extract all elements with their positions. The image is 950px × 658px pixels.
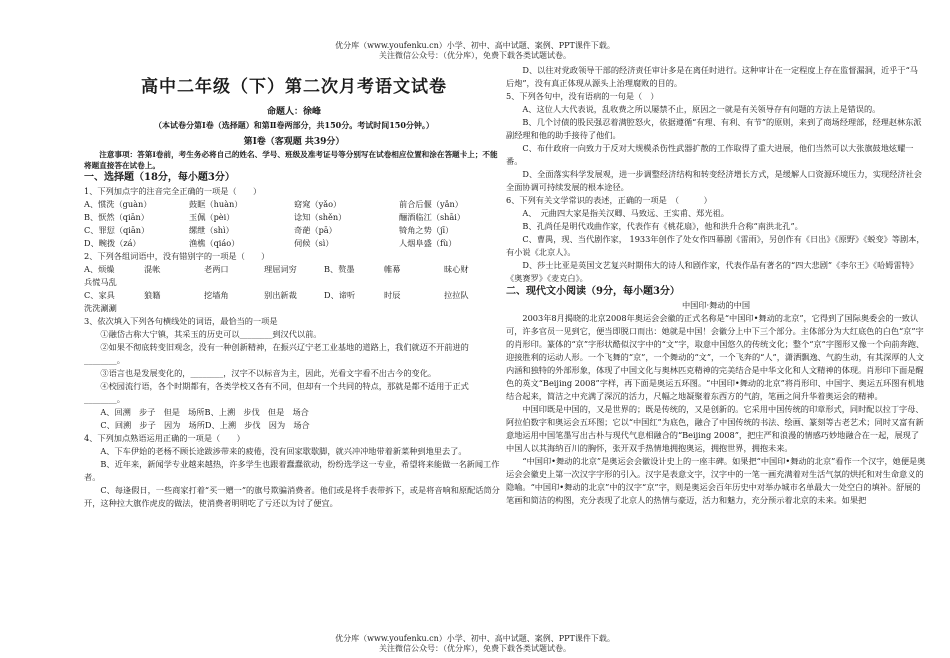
q4-option: A、下车伊始的老杨不顾长途跋涉带来的疲倦，没有回家歇歇脚，就兴冲冲地带着新菜种到地里去了。 [100,446,467,456]
q2-word: 老两口 [204,264,229,274]
q3-answers: A、回溯 步子 但是 场所B、上溯 步伐 但是 场合 [100,407,309,417]
q2-word: B、赘墨 [324,264,355,274]
left-column [84,64,504,510]
q1-option: 缧绁（shì） [189,225,234,235]
question-2: 2、下列各组词语中，没有错别字的一项是（ ） [84,251,270,261]
q1-option: 鼓眶（huàn） [189,199,243,209]
q5-option: C、布什政府一向致力于反对大规模杀伤性武器扩散的工作取得了重大进展，他们当然可以大张旗鼓地炫耀一番。 [506,143,914,166]
exam-author: 命题人：徐峰 [266,107,321,117]
q2-word: 挖墙角 [204,290,229,300]
passage-paragraph: 2003年8月揭晓的北京2008年奥运会会徽的正式名称是“中国印•舞动的北京”，它得到了国际奥委会的一致认可，许多官员一见到它，便当即脱口而出：她就是中国！会徽分上中下三个部分。主体部分为大红底色的白色“京”字的肖形印。篆体的“京”字形状酷似汉字中的“文”字，取意中国悠久的传统文化；整个“京”字图形又像一个向前奔跑、迎接胜利的运动人形。一个飞舞的“京”，一个舞动的“文”，一个飞奔的“人”，潇洒飘逸、气韵生动，有其深厚的人文内涵和独特的外部形象，体现了中国文化与奥林匹克精神的完美结合是中华文化和人文精神的体现。肖形印下面是醒色的英文“Beijing 2008”字样，再下面是奥运五环图。“中国印•舞动的北京”将肖形印、中国字、奥运五环图有机地结合起来，简洁之中充满了深沉的活力，尺幅之地凝聚着东西方的气韵，笔画之间升华着奥运会的精神。 [506,313,925,401]
q3-sentence: ④校园流行语，各个时期都有，各类学校又各有不同，但却有一个共同的特点，那就是都不适用于正式________。 [84,381,469,404]
q2-option-row [84,289,504,302]
q1-option: 谂知（shěn） [294,212,347,222]
q1-option: 前合后偃（yǎn） [399,199,463,209]
q2-word: 理屈词穷 [264,264,297,274]
question-5: 5、下列各句中，没有语病的一句是（ ） [506,91,659,101]
q3-sentence: ①融岱古称大宁镇，其采玉的历史可以________到汉代以前。 [100,329,322,339]
q2-word-wrap: 兵慌马乱 [84,277,117,287]
question-6: 6、下列有关文学常识的表述，正确的一项是 （ ） [506,195,712,205]
passage-paragraph: “中国印•舞动的北京”是奥运会会徽设计史上的一座丰碑。如果把“中国印•舞动的北京”看作一个汉字，她便是奥运会会徽史上第一次汉字字形的引入。汉字是表意文字，汉字中的一笔一画充满着对生活气氛的烘托和对生命意义的隐喻。“中国印•舞动的北京”中的汉字“京”字，则是奥运会百年历史中对举办城市名单最大一处空白的填补。舒展的笔画和简洁的构图，充分表现了北京人的热情与豪迈，活力和魅力，充分预示着北京的未来。如果把 [506,456,926,505]
q1-option: A、惯洗（guàn） [84,199,152,209]
q5-option: A、这位人大代表说，乱收费之所以屡禁不止，原因之一就是有关领导存有问题的方法上是错误的。 [522,104,881,114]
q2-word: 拉拉队 [444,290,469,300]
passage-title: 中国印·舞动的中国 [681,300,751,310]
q1-option: 玉佩（pèi） [189,212,235,222]
q6-option: A、 元曲四大家是指关汉卿、马致远、王实甫、郑光祖。 [522,208,729,218]
footer-line-1: 优分库（www.youfenku.cn）小学、初中、高中试题、案例、PPT课件下载。 [335,634,615,643]
part-one-heading: 第Ⅰ卷（客观题 共39分） [243,137,345,147]
q1-option: 犄角之势（jī） [399,225,454,235]
question-3: 3、依次填入下列各句横线处的词语，最恰当的一项是 [84,316,278,326]
q1-option: 奇葩（pā） [294,225,337,235]
q2-word: 帷幕 [384,264,401,274]
q2-word: 混帐 [144,264,161,274]
q1-option-row [84,198,504,211]
question-1: 1、下列加点字的注音完全正确的一项是（ ） [84,186,262,196]
section-two-heading: 二、现代文小阅读（9分，每小题3分） [506,286,680,297]
score-note: （本试卷分第Ⅰ卷（选择题）和第Ⅱ卷两部分，共150分。考试时间150分钟。） [154,120,434,130]
q1-option-row [84,237,504,250]
q2-word: C、家具 [84,290,115,300]
q1-option: D、畹拨（zá） [84,238,141,248]
q2-option-row [84,263,504,276]
q5-option: B、几个讨债的股民强忍着满腔怒火，依据遵循“有理、有利、有节”的原则，来到了商场经理部，经理赵林东派副经理和他的助手接待了他们。 [506,117,922,140]
right-column [506,64,926,507]
section-one-heading: 一、选择题（18分，每小题3分） [84,172,235,183]
q4-option: D、以往对党政领导干部的经济责任审计多是在离任时进行。这种审计在一定程度上存在监督漏洞，近乎于“马后炮”，没有真正体现从源头上治理腐败的目的。 [506,65,918,88]
q1-option: 渔樵（qiáo） [189,238,240,248]
exam-title: 高中二年级（下）第二次月考语文试卷 [141,77,447,97]
q6-option: B、孔尚任是明代戏曲作家，代表作有《桃花扇》，他和洪升合称“南洪北孔”。 [522,221,803,231]
q6-option: D、莎士比亚是英国文艺复兴时期伟大的诗人和剧作家，代表作品有著名的“四大悲剧”《李尔王》《哈姆雷特》《奥赛罗》《麦克白》。 [506,260,919,283]
question-4: 4、下列加点熟语运用正确的一项是（ ） [84,433,245,443]
q2-word: A、烦燥 [84,264,115,274]
q2-word-wrap: 洗洗涮涮 [84,303,117,313]
header-line-1: 优分库（www.youfenku.cn）小学、初中、高中试题、案例、PPT课件下载。 [335,41,615,50]
q5-option: D、全面落实科学发展观，进一步调整经济结构和转变经济增长方式，是缓解人口资源环境压力，实现经济社会全面协调可持续发展的根本途径。 [506,169,922,192]
q1-option-row [84,211,504,224]
q3-sentence: ③语言也是发展变化的，________，汉字不以标音为主，因此，光看文字看不出古今的变化。 [100,368,437,378]
q2-word: D、谛听 [324,290,356,300]
q4-option: B、近年来，新闻学专业越来越热，许多学生也跟着蠢蠢欲动，纷纷选学这一专业，希望将来能做一名新闻工作者。 [84,459,500,482]
q1-option-row [84,224,504,237]
q1-option: C、罪愆（qiān） [84,225,150,235]
exam-notice: 注意事项：答第Ⅰ卷前，考生务必将自己的姓名、学号、班级及准考证号等分别写在试卷相应位置和涂在答题卡上；不能将题直接答在试卷上。 [84,150,498,170]
q1-option: 伺候（sì） [294,238,334,248]
q2-word: 时辰 [384,290,401,300]
q3-sentence: ②如果不彻底转变旧观念，没有一种创新精神，在振兴辽宁老工业基地的道路上，我们就迈不开前进的________。 [84,342,469,365]
q6-option: C、曹禺，现、当代剧作家， 1933年创作了处女作四幕剧《雷雨》，另创作有《日出》《原野》《蜕变》等剧本，有小说《北京人》。 [506,234,925,257]
q1-option: B、恹然（qiān） [84,212,149,222]
page-footer [0,634,950,654]
footer-line-2: 关注微信公众号：（优分库），免费下载各类试题试卷。 [379,644,571,653]
q1-option: 窈窕（yǎo） [294,199,342,209]
q4-option: C、每逢假日，一些商家打着“买一赠一”的旗号欺骗消费者。他们或是将手表带拆下，或是将音响和原配话筒分开，这种拉大旗作虎皮的做法，使消费者明明吃了亏还以为讨了便宜。 [84,485,500,508]
q3-answers: C、回溯 步子 因为 场所D、上溯 步伐 因为 场合 [100,420,310,430]
q2-word: 别出新裁 [264,290,297,300]
q1-option: 人烟阜盛（fù） [399,238,457,248]
q1-option: 酾酒临江（shāi） [399,212,466,222]
passage-paragraph: 中国印既是中国的，又是世界的；既是传统的，又是创新的。它采用中国传统的印章形式，同时配以拉丁字母、阿拉伯数字和奥运会五环图；它以“中国红”为底色，融合了中国传统的书法、绘画、篆刻等古老艺术；同时又富有新意地运用中国笔墨写出古朴与现代气息相融合的“Beijing 2008”，把庄严和浪漫的情感巧妙地融合在一起，展现了中国人以其海纳百川的胸怀，张开双手热情地拥抱奥运，拥抱世界，拥抱未来。 [506,404,924,453]
header-line-2: 关注微信公众号：（优分库），免费下载各类试题试卷。 [379,51,571,60]
q2-word: 狼籍 [144,290,161,300]
q2-word: 昧心财 [444,264,469,274]
page-header [0,41,950,61]
